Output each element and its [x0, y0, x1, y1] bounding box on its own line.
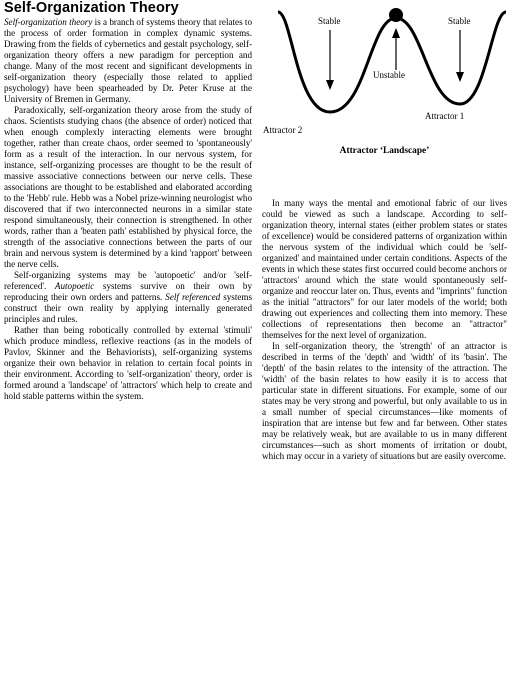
stable-arrow-right-icon: [456, 30, 464, 82]
left-paragraph-1-text: is a branch of systems theory that relates to the process of order formation in complex dynamic systems. Drawing from the fields of cybernetics and gestalt psychology, self-organization theory offers a new paradigm for perception and change. Many of the most recent and significant developments in self-organization theory (especially those related to applied psychology) have been spearheaded by Dr. Peter Kruse at the University of Bremen in Germany.: [4, 17, 252, 104]
label-stable-left: Stable: [318, 16, 341, 26]
term-autopoetic: Autopoetic: [54, 281, 95, 291]
left-column: [4, 17, 252, 402]
left-paragraph-1: [4, 17, 252, 105]
label-unstable: Unstable: [373, 70, 405, 80]
stable-arrow-left-icon: [326, 30, 334, 90]
right-paragraph-1: In many ways the mental and emotional fabric of our lives could be viewed as such a landscape. According to self-organization theory, internal states (either problem states or states of excellence) would be considered patterns of organization within the nervous system of the individual which could be 'self-organized' and maintained under certain conditions. Aspects of the events in which these states first occurred could become anchors or 'attractors' around which the state would spontaneously self-organize and reoccur later on. Thus, events and "imprints" function as the initial "attractors" for our later models of the world; both drawing out experiences and collecting them into memory. These collections of representations then become an "attractor" themselves for the next level of organization.: [262, 198, 507, 340]
left-paragraph-3-text-c: systems construct their own reality by applying internally generated principles and rules.: [4, 292, 252, 324]
label-stable-right: Stable: [448, 16, 471, 26]
label-attractor-1: Attractor 1: [425, 111, 465, 121]
unstable-arrow-icon: [392, 28, 400, 70]
label-attractor-2: Attractor 2: [263, 125, 303, 135]
ball-icon: [389, 8, 403, 22]
right-paragraph-2: In self-organization theory, the 'strength' of an attractor is described in terms of the 'depth' and 'width' of its 'basin'. The 'depth' of the basin relates to the intensity of the attraction. The 'width' of the basin relates to how easily it is to access that particular state in different situations. For example, some of our states may be very strong and powerful, but only available to us in a small number of special circumstances—like moments of inspiration that are intense but few and far between. Other states may be relatively weak, but are available to us in many different circumstances—such as short moments of irritation or doubt, which may occur in a variety of situations but are easily overcome.: [262, 341, 507, 461]
left-paragraph-3-text-b: systems survive on their own by reproducing their own orders and patterns.: [4, 281, 253, 302]
right-column: [262, 198, 507, 462]
landscape-curve: [278, 12, 506, 112]
left-paragraph-3: [4, 270, 252, 325]
attractor-landscape-figure: [260, 4, 510, 164]
left-paragraph-4: Rather than being robotically controlled by external 'stimuli' which produce mindless, reflexive reactions (as in the models of Pavlov, Skinner and the Behaviorists), self-organizing systems organize their own behavior in relation to certain focal points in their environment. According to 'self-organization' theory, order is formed around a 'landscape' of 'attractors' which help to create and hold stable patterns within the system.: [4, 325, 252, 401]
term-self-referenced: Self referenced: [165, 292, 221, 302]
left-paragraph-2: Paradoxically, self-organization theory arose from the study of chaos. Scientists studying chaos (the absence of order) noticed that when enough complexly interacting elements were brought together, rather than create chaos, order seemed to 'spontaneously' form as a result of the interaction. In our nervous system, for instance, self-organizing processes are thought to be the result of massive associative connections between our nerve cells. These associations are thought to be established and elaborated according to the 'Hebb' rule. Hebb was a Nobel prize-winning neurologist who discovered that if two interconnected neurons in a similar state respond simultaneously, their connection is strengthened. In other words, rather than a 'beaten path' established by physical force, the strength of the associative connections between the parts of our brain and nervous system is determined by a kind 'rapport' between the nerve cells.: [4, 105, 252, 269]
figure-caption: Attractor ‘Landscape’: [339, 146, 430, 156]
page-title: Self-Organization Theory: [4, 0, 179, 16]
left-paragraph-3-text-a: Self-organizing systems may be 'autopoetic' and/or 'self-referenced'.: [4, 270, 252, 291]
term-self-organization-theory: Self-organization theory: [4, 17, 93, 27]
